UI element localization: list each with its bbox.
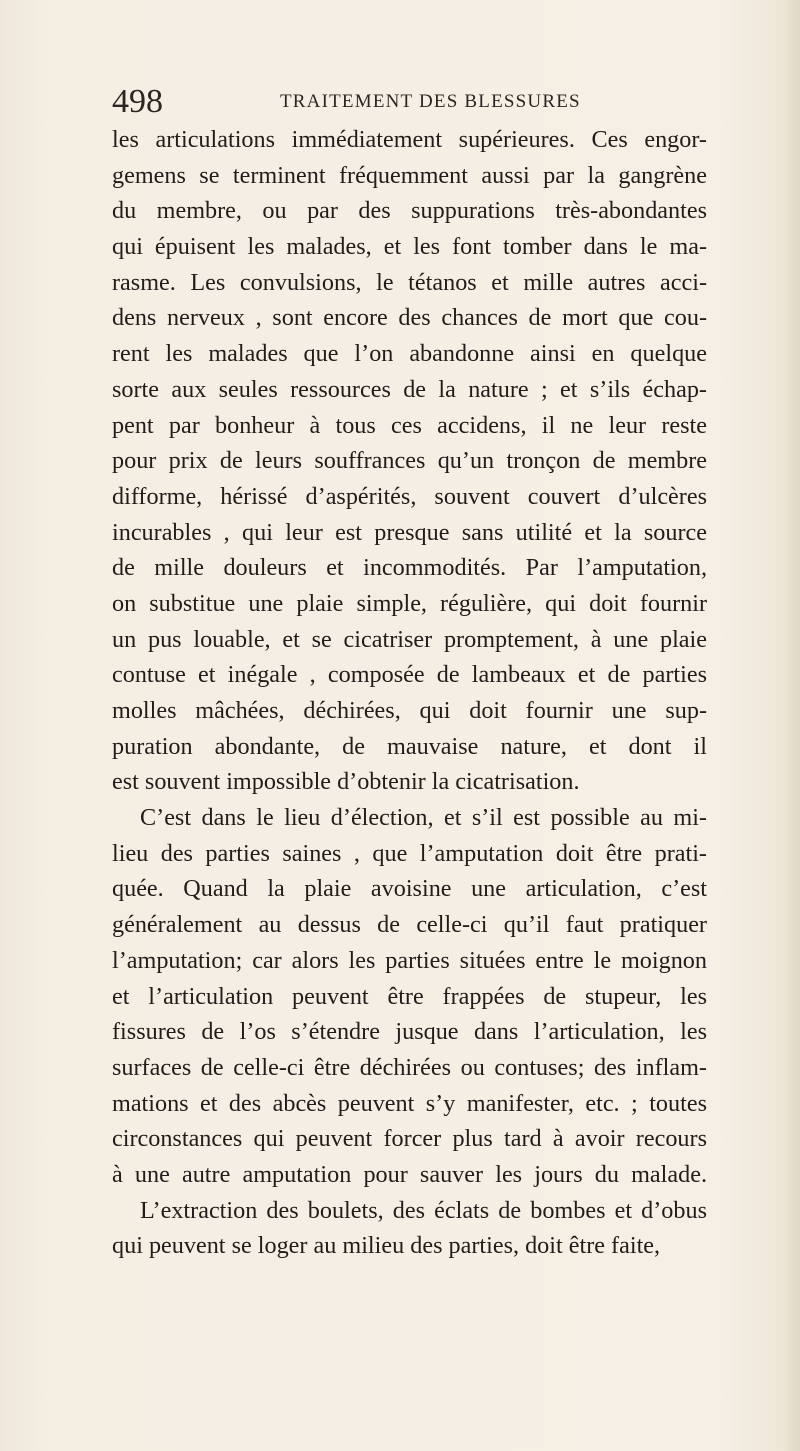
text-line: pour prix de leurs souffrances qu’un tronçon de membre — [112, 447, 707, 475]
text-line: pent par bonheur à tous ces accidens, il ne leur reste — [112, 411, 707, 439]
text-line: incurables , qui leur est presque sans utilité et la source — [112, 518, 707, 546]
text-line: difforme, hérissé d’aspérités, souvent couvert d’ulcères — [112, 482, 707, 510]
text-line: lieu des parties saines , que l’amputation doit être prati- — [112, 839, 707, 867]
text-line: sorte aux seules ressources de la nature ; et s’ils échap- — [112, 375, 707, 403]
text-line: est souvent impossible d’obtenir la cicatrisation. — [112, 768, 580, 796]
page-header — [112, 82, 702, 122]
text-line: les articulations immédiatement supérieures. Ces engor- — [112, 126, 707, 153]
text-line: de mille douleurs et incommodités. Par l’amputation, — [112, 554, 707, 582]
text-line: puration abondante, de mauvaise nature, et dont il — [112, 732, 707, 760]
text-line: du membre, ou par des suppurations très-abondantes — [112, 197, 707, 225]
text-line: circonstances qui peuvent forcer plus tard à avoir recours — [112, 1125, 707, 1153]
text-line: on substitue une plaie simple, régulière, qui doit fournir — [112, 589, 707, 617]
text-line: contuse et inégale , composée de lambeaux et de parties — [112, 661, 707, 689]
text-line: C’est dans le lieu d’élection, et s’il est possible au mi- — [140, 804, 707, 832]
text-line: rent les malades que l’on abandonne ainsi en quelque — [112, 340, 707, 368]
text-line: l’amputation; car alors les parties situées entre le moignon — [112, 946, 707, 974]
text-line: quée. Quand la plaie avoisine une articulation, c’est — [112, 875, 707, 903]
text-line: surfaces de celle-ci être déchirées ou contuses; des inflam- — [112, 1053, 707, 1081]
page-edge-shadow — [782, 0, 800, 1451]
text-line: gemens se terminent fréquemment aussi par la gangrène — [112, 161, 707, 189]
page-number: 498 — [112, 83, 163, 120]
text-line: et l’articulation peuvent être frappées de stupeur, les — [112, 982, 707, 1010]
running-head: TRAITEMENT DES BLESSURES — [280, 91, 581, 112]
body-text — [112, 122, 707, 1264]
text-line: un pus louable, et se cicatriser promptement, à une plaie — [112, 625, 707, 653]
text-line: dens nerveux , sont encore des chances de mort que cou- — [112, 304, 707, 332]
text-line: mations et des abcès peuvent s’y manifester, etc. ; toutes — [112, 1089, 707, 1117]
text-line: rasme. Les convulsions, le tétanos et mille autres acci- — [112, 268, 707, 296]
text-line: à une autre amputation pour sauver les jours du malade. — [112, 1160, 707, 1188]
text-line: fissures de l’os s’étendre jusque dans l’articulation, les — [112, 1018, 707, 1046]
text-line: généralement au dessus de celle-ci qu’il faut pratiquer — [112, 911, 707, 939]
text-line: molles mâchées, déchirées, qui doit fournir une sup- — [112, 697, 707, 724]
text-line: L’extraction des boulets, des éclats de bombes et d’obus — [140, 1196, 707, 1224]
text-line: qui épuisent les malades, et les font tomber dans le ma- — [112, 233, 707, 261]
text-line: qui peuvent se loger au milieu des parties, doit être faite, — [112, 1232, 661, 1260]
